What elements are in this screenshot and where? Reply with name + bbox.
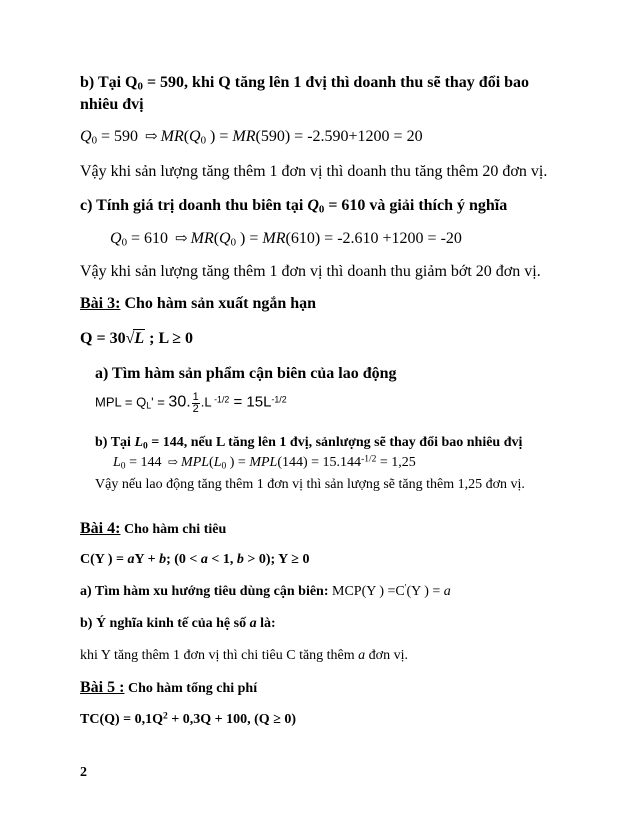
bai-5-heading: Bài 5 : Cho hàm tổng chi phí <box>80 679 258 696</box>
one-half-fraction: $\frac{1}{2}$ <box>192 391 199 415</box>
part-b-heading-cont: nhiêu đvị <box>80 96 144 113</box>
page-number: 2 <box>80 765 87 780</box>
mr-610-formula: $Q_0 = 610$ ⇨ $MR(Q_0$ ) = MR(610) = -2.610 +1200 = -20 <box>110 230 462 249</box>
implies-arrow-icon: ⇨ <box>175 231 188 247</box>
implies-arrow-icon: ⇨ <box>167 455 179 469</box>
mr-590-formula: $Q_0 = 590$ ⇨ $MR(Q_0$ ) = MR(590) = -2.590+1200 = 20 <box>80 128 423 147</box>
production-function: Q = 30√L ; L ≥ 0 <box>80 330 194 347</box>
bai-4-heading: Bài 4: Cho hàm chi tiêu <box>80 520 227 537</box>
economic-meaning-text: khi Y tăng thêm 1 đơn vị thì chi tiêu C tăng thêm a đơn vị. <box>80 648 408 663</box>
sqrt-symbol: √L <box>125 330 145 347</box>
total-cost-function: $TC(Q) = 0,1Q^2 + 0,3Q + 100$, (Q ≥ 0) <box>80 711 297 727</box>
bai-3-part-b: b) Tại $L_0 = 144$, nếu L tăng lên 1 đvị, sảnlượng sẽ thay đổi bao nhiêu đvị <box>95 435 523 452</box>
implies-arrow-icon: ⇨ <box>145 129 158 145</box>
mpl-formula: MPL = $Q_L' = 30$. $\frac{1}{2}$ .L $^{-1/2} = 15L^{-1/2}$ <box>95 391 287 415</box>
consumption-function: C(Y ) = aY + b; (0 < a < 1, b > 0); Y ≥ 0 <box>80 552 310 567</box>
part-c-heading: c) Tính giá trị doanh thu biên tại $Q_0 = 610$ và giải thích ý nghĩa <box>80 197 508 216</box>
mpc-line: a) Tìm hàm xu hướng tiêu dùng cận biên: MCP(Y ) =C'(Y ) = a <box>80 583 451 599</box>
part-b-heading: b) Tại $Q_0 = 590$, khi Q tăng lên 1 đvị thì doanh thu sẽ thay đổi bao <box>80 74 530 93</box>
economic-meaning-heading: b) Ý nghĩa kinh tế của hệ số a là: <box>80 616 276 631</box>
mpl-144-formula: $L_0 = 144$ ⇨ $MPL(L_0$ ) = $MPL(144) = 15.144^{-1/2} = 1,25$ <box>113 454 416 472</box>
conclusion-144: Vậy nếu lao động tăng thêm 1 đơn vị thì sản lượng sẽ tăng thêm 1,25 đơn vị. <box>95 477 525 492</box>
bai-3-heading: Bài 3: Cho hàm sản xuất ngắn hạn <box>80 295 317 312</box>
bai-3-part-a: a) Tìm hàm sản phẩm cận biên của lao động <box>95 365 397 382</box>
conclusion-590: Vậy khi sản lượng tăng thêm 1 đơn vị thì doanh thu tăng thêm 20 đơn vị. <box>80 163 548 180</box>
conclusion-610: Vậy khi sản lượng tăng thêm 1 đơn vị thì doanh thu giảm bớt 20 đơn vị. <box>80 263 541 280</box>
